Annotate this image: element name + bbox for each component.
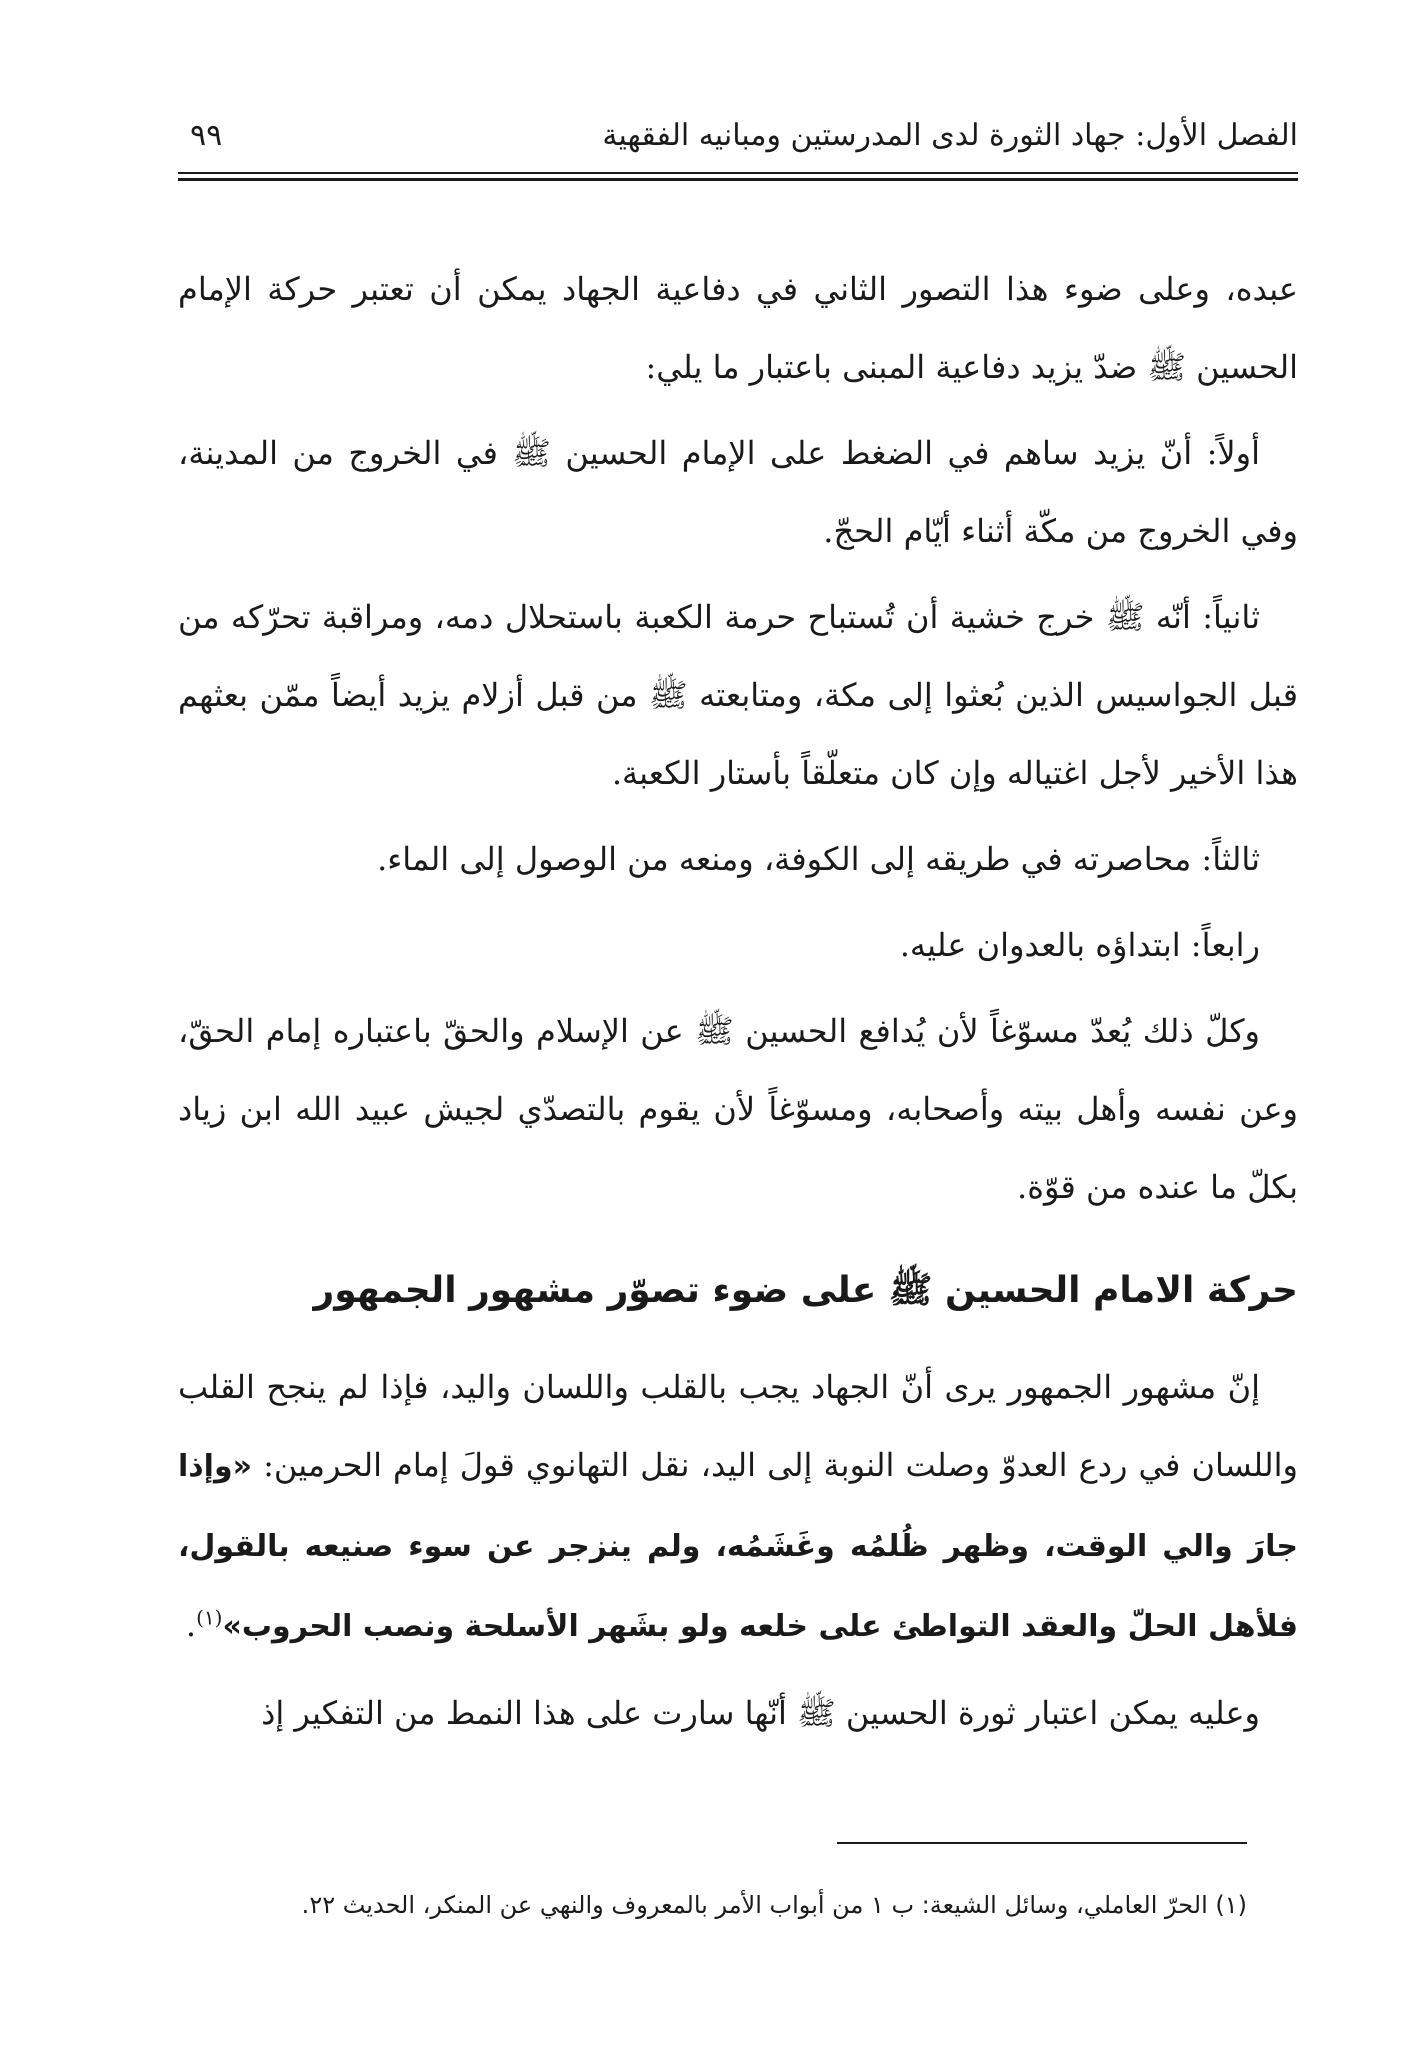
header-rule-thick	[178, 178, 1298, 181]
paragraph-5: رابعاً: ابتداؤه بالعدوان عليه.	[899, 926, 1260, 964]
header-title: الفصل الأول: جهاد الثورة لدى المدرستين ومبانيه الفقهية	[602, 118, 1298, 153]
header-rule-thin	[178, 172, 1298, 174]
paragraph-3: ثانياً: أنّه ﷺ خرج خشية أن تُستباح حرمة الكعبة باستحلال دمه، ومراقبة تحرّكه من قبل الجواسيس الذين بُعثوا إلى مكة، ومتابعته ﷺ من قبل أزلام يزيد أيضاً ممّن بعثهم هذا الأخير لأجل اغتياله وإن كان متعلّقاً بأستار الكعبة.	[178, 598, 1298, 792]
footnote: (١) الحرّ العاملي، وسائل الشيعة: ب ١ من أبواب الأمر بالمعروف والنهي عن المنكر، الحديث ٢٢.	[301, 1891, 1247, 1919]
footnote-reference[interactable]: (١)	[196, 1605, 223, 1630]
running-header	[178, 108, 1298, 172]
paragraph-7-text: إنّ مشهور الجمهور يرى أنّ الجهاد يجب بالقلب واللسان واليد، فإذا لم ينجح القلب واللسان في ردع العدوّ وصلت النوبة إلى اليد، نقل التهانوي قولَ إمام الحرمين:	[178, 1368, 1298, 1484]
paragraph-6: وكلّ ذلك يُعدّ مسوّغاً لأن يُدافع الحسين ﷺ عن الإسلام والحقّ باعتباره إمام الحقّ، وعن نفسه وأهل بيته وأصحابه، ومسوّغاً لأن يقوم بالتصدّي لجيش عبيد الله ابن زياد بكلّ ما عنده من قوّة.	[178, 1012, 1299, 1206]
paragraph-8: وعليه يمكن اعتبار ثورة الحسين ﷺ أنّها سارت على هذا النمط من التفكير إذ	[261, 1694, 1260, 1732]
body-text	[178, 250, 1298, 1760]
quotation: «وإذا جارَ والي الوقت، وظهر ظُلمُه وغَشَمُه، ولم ينزجر عن سوء صنيعه بالقول، فلأهل الحلّ والعقد التواطئ على خلعه ولو بشَهر الأسلحة ونصب الحروب»	[178, 1449, 1298, 1644]
paragraph-7-end: .	[185, 1606, 197, 1644]
section-heading: حركة الامام الحسين ﷺ على ضوء تصوّر مشهور الجمهور	[313, 1270, 1298, 1311]
paragraph-1: عبده، وعلى ضوء هذا التصور الثاني في دفاعية الجهاد يمكن أن تعتبر حركة الإمام الحسين ﷺ ضدّ يزيد دفاعية المبنى باعتبار ما يلي:	[178, 270, 1299, 386]
page-number: ٩٩	[190, 118, 223, 153]
footnote-separator	[837, 1842, 1247, 1844]
paragraph-4: ثالثاً: محاصرته في طريقه إلى الكوفة، ومنعه من الوصول إلى الماء.	[377, 840, 1260, 878]
paragraph-2: أولاً: أنّ يزيد ساهم في الضغط على الإمام الحسين ﷺ في الخروج من المدينة، وفي الخروج من مكّة أثناء أيّام الحجّ.	[178, 434, 1298, 550]
paragraph-7	[178, 1348, 1298, 1666]
